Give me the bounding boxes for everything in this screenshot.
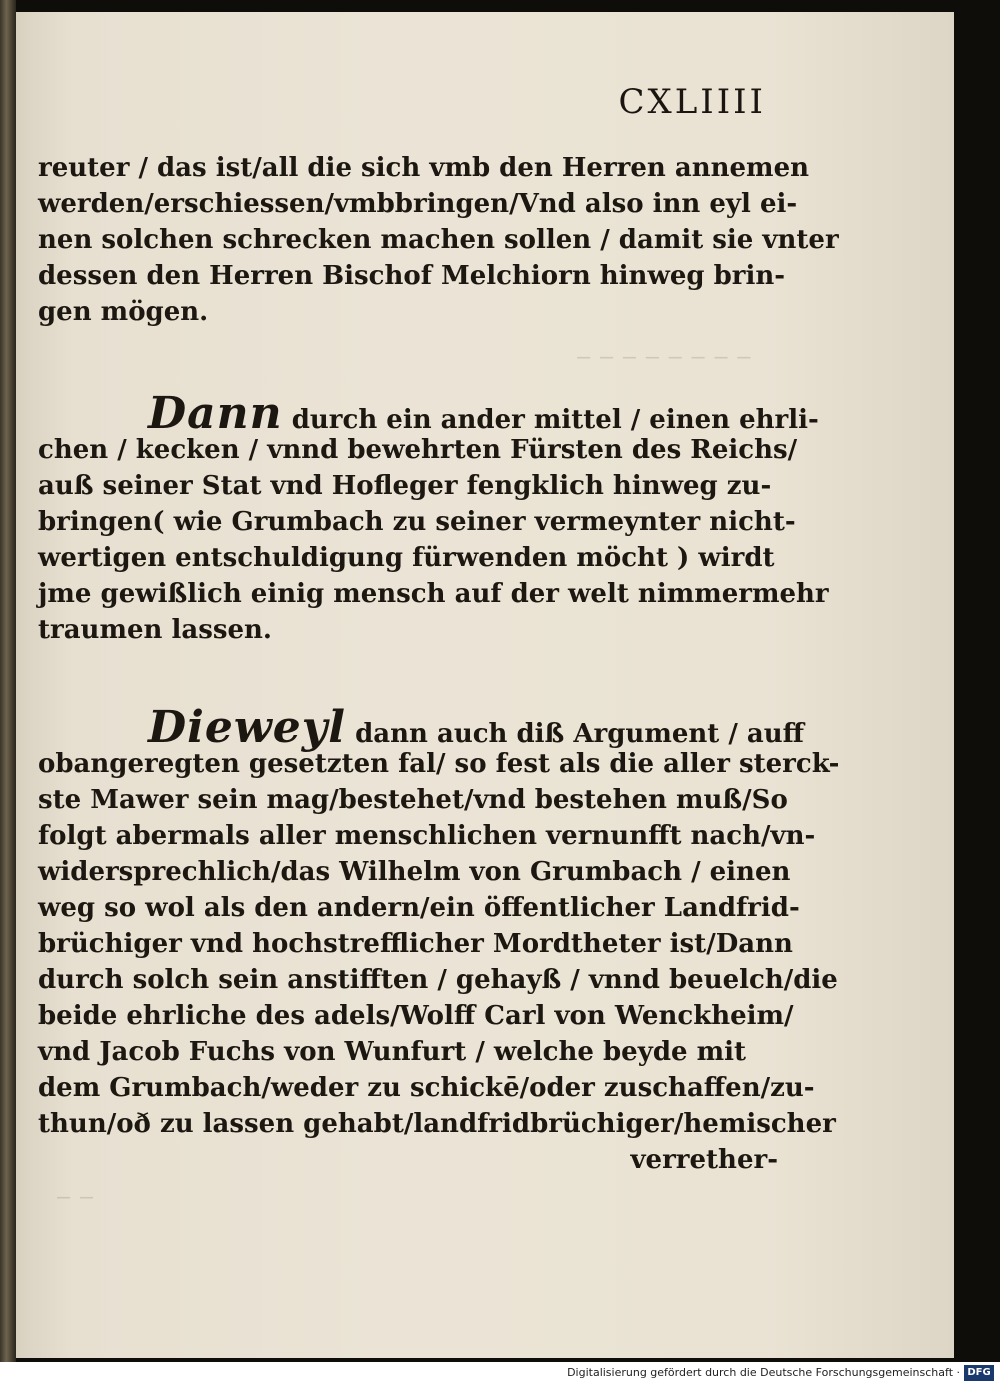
text-line: beide ehrliche des adels/Wolff Carl von Wenckheim/: [38, 1001, 794, 1031]
text-line: reuter / das ist/all die sich vmb den Herren annemen: [38, 153, 810, 183]
text-line: brüchiger vnd hochstrefflicher Mordtheter ist/Dann: [38, 929, 793, 959]
text-line: dessen den Herren Bischof Melchiorn hinweg brin-: [38, 261, 786, 291]
text-line-rest: durch ein ander mittel / einen ehrli-: [282, 405, 819, 435]
paragraph-2: [38, 388, 829, 648]
text-line: widersprechlich/das Wilhelm von Grumbach / einen: [38, 857, 791, 887]
text-line: thun/oð zu lassen gehabt/landfridbrüchiger/hemischer: [38, 1109, 836, 1139]
book-fore-edge: [0, 0, 16, 1362]
text-line: jme gewißlich einig mensch auf der welt nimmermehr: [38, 579, 829, 609]
text-line: auß seiner Stat vnd Hofleger fengklich hinweg zu-: [38, 471, 772, 501]
book-page: [16, 12, 954, 1358]
text-line: durch solch sein anstifften / gehayß / vnnd beuelch/die: [38, 965, 838, 995]
text-line: wertigen entschuldigung fürwenden möcht ) wirdt: [38, 543, 775, 573]
text-line: nen solchen schrecken machen sollen / damit sie vnter: [38, 225, 839, 255]
text-line: bringen( wie Grumbach zu seiner vermeynter nicht-: [38, 507, 796, 537]
paragraph-1: [38, 150, 839, 330]
bleed-through-text: ‒ ‒: [56, 1182, 95, 1210]
text-line: chen / kecken / vnnd bewehrten Fürsten des Reichs/: [38, 435, 798, 465]
text-line-first: [38, 388, 819, 439]
paragraph-3: [38, 702, 840, 1178]
text-line: ste Mawer sein mag/bestehet/vnd bestehen muß/So: [38, 785, 788, 815]
initial-word: Dieweyl: [148, 702, 347, 753]
text-line: werden/erschiessen/vmbbringen/Vnd also inn eyl ei-: [38, 189, 798, 219]
funding-credit: Digitalisierung gefördert durch die Deutsche Forschungsgemeinschaft ·: [567, 1366, 960, 1379]
text-line: obangeregten gesetzten fal/ so fest als die aller sterck-: [38, 749, 840, 779]
text-line: vnd Jacob Fuchs von Wunfurt / welche beyde mit: [38, 1037, 747, 1067]
page-number: CXLIIII: [618, 82, 766, 122]
text-line: folgt abermals aller menschlichen vernunfft nach/vn-: [38, 821, 816, 851]
text-line: traumen lassen.: [38, 615, 272, 645]
catchword: verrether-: [630, 1145, 778, 1175]
footer-bar: [0, 1362, 1000, 1386]
initial-word: Dann: [148, 388, 283, 439]
text-line-first: [38, 702, 804, 753]
text-line: gen mögen.: [38, 297, 209, 327]
text-line-rest: dann auch diß Argument / auff: [346, 719, 804, 749]
bleed-through-text: ‒ ‒ ‒ ‒ ‒ ‒ ‒ ‒: [576, 342, 752, 370]
dfg-logo: DFG: [964, 1365, 994, 1381]
text-line: dem Grumbach/weder zu schickē/oder zuschaffen/zu-: [38, 1073, 815, 1103]
text-line: weg so wol als den andern/ein öffentlicher Landfrid-: [38, 893, 800, 923]
